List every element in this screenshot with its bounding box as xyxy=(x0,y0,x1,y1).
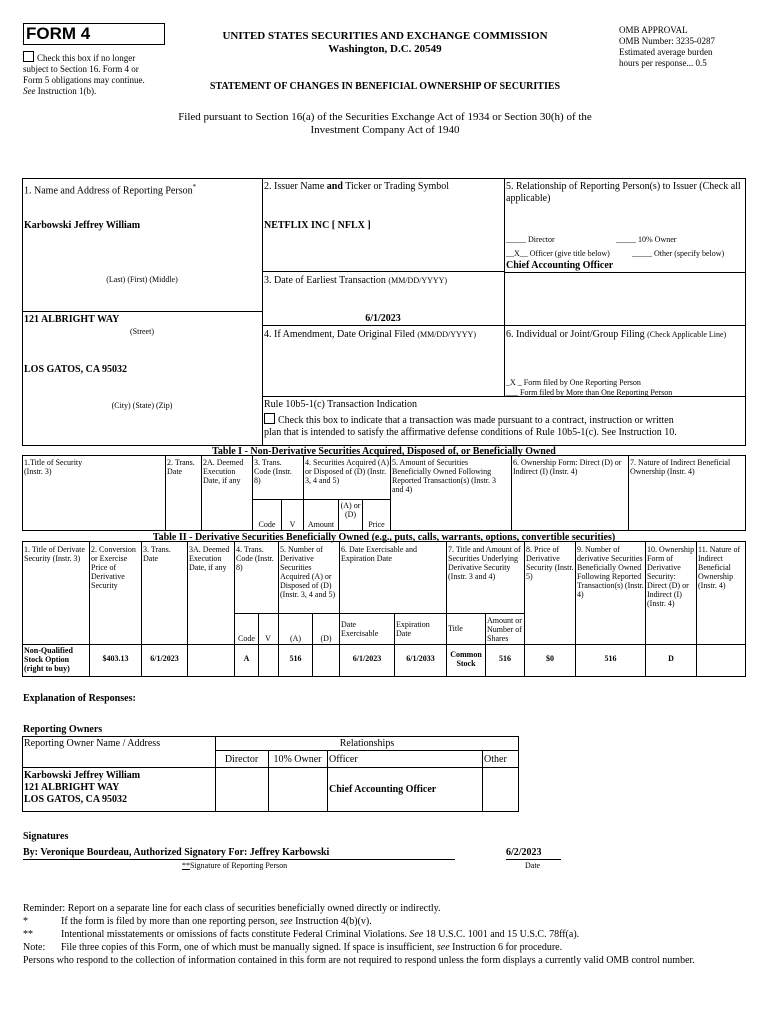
section1-label: 1. Name and Address of Reporting Person* xyxy=(24,183,197,197)
sig-line xyxy=(23,859,455,860)
footer-dstar-text: Intentional misstatements or omissions of facts constitute Federal Criminal Violations. See 18 U.S.C. 1001 and 15 U.S.C. 78ff(a). xyxy=(61,929,580,940)
director-option: _____ Director xyxy=(506,235,555,244)
ten-pct-option: _____ 10% Owner xyxy=(616,235,677,244)
row-ownership: D xyxy=(668,654,674,663)
table2-title: Table II - Derivative Securities Beneficially Owned (e.g., puts, calls, warrants, options, convertible securities) xyxy=(152,532,616,543)
one-person-option: _X _ Form filed by One Reporting Person xyxy=(506,378,641,387)
table1-title: Table I - Non-Derivative Securities Acquired, Disposed of, or Beneficially Owned xyxy=(212,446,556,457)
footer-note-text: File three copies of this Form, one of which must be manually signed. If space is insufficient, see Instruction 6 for procedure. xyxy=(61,942,563,953)
t1-v2 xyxy=(201,455,202,531)
multi-person-option: ___ Form filed by More than One Reporting Person xyxy=(506,388,673,397)
owners-col-ten: 10% Owner xyxy=(273,754,322,765)
owners-heading: Reporting Owners xyxy=(23,724,103,735)
row-exercisable: 6/1/2023 xyxy=(352,654,382,663)
issuer-name: NETFLIX INC [ NFLX ] xyxy=(264,220,371,231)
row-owned: 516 xyxy=(604,654,617,663)
t1-v6 xyxy=(511,455,512,531)
t2-col5: 5. Number of Derivative Securities Acquired (A) or Disposed of (D) (Instr. 3, 4 and 5) xyxy=(280,545,336,599)
row-date: 6/1/2023 xyxy=(150,654,179,663)
section4-label: 4. If Amendment, Date Original Filed (MM/DD/YYYY) xyxy=(264,329,476,340)
t1-h1 xyxy=(252,499,390,500)
t1-sub-price: Price xyxy=(368,520,385,529)
t1-v5 xyxy=(390,455,391,531)
officer-title: Chief Accounting Officer xyxy=(506,260,614,271)
omb-approval: OMB APPROVAL OMB Number: 3235-0287 Estimated average burden hours per response... 0.5 xyxy=(619,25,715,68)
footer-star-mark: * xyxy=(23,916,28,927)
officer-option: __X__ Officer (give title below) xyxy=(506,249,610,258)
form-title: FORM 4 xyxy=(26,24,91,43)
t1-col3: 3. Trans. Code (Instr. 8) xyxy=(254,458,292,485)
t1-col1: 1.Title of Security (Instr. 3) xyxy=(24,458,83,476)
t1-v7 xyxy=(628,455,629,531)
t2-col7: 7. Title and Amount of Securities Underlying Derivative Security (Instr. 3 and 4) xyxy=(448,545,521,581)
t2-sv1 xyxy=(258,613,259,677)
t1-sub-ad: (A) or (D) xyxy=(340,501,361,519)
owners-col-director: Director xyxy=(224,754,259,765)
t2-col1: 1. Title of Derivate Security (Instr. 3) xyxy=(24,545,85,563)
t2-sub-d: (D) xyxy=(320,634,332,643)
t2-h-sub xyxy=(234,613,524,614)
t2-col3: 3. Trans. Date xyxy=(143,545,171,563)
owner-address: Karbowski Jeffrey William 121 ALBRIGHT WAY LOS GATOS, CA 95032 xyxy=(24,770,141,805)
section2-label: 2. Issuer Name and Ticker or Trading Symbol xyxy=(264,181,450,192)
t2-h-row xyxy=(22,644,746,645)
footer-reminder: Reminder: Report on a separate line for each class of securities beneficially owned directly or indirectly. xyxy=(23,903,441,914)
grid-divider-1 xyxy=(262,178,263,446)
t2-col11: 11. Nature of Indirect Beneficial Ownership (Instr. 4) xyxy=(698,545,741,590)
street-caption: (Street) xyxy=(130,327,154,336)
section6-label: 6. Individual or Joint/Group Filing (Check Applicable Line) xyxy=(506,329,727,340)
t1-v1 xyxy=(165,455,166,531)
t2-sub-title: Title xyxy=(448,624,463,633)
row-a: 516 xyxy=(289,654,302,663)
t2-sub-a: (A) xyxy=(289,634,302,643)
explanation-heading: Explanation of Responses: xyxy=(23,693,136,704)
t1-col7: 7. Nature of Indirect Beneficial Ownership (Instr. 4) xyxy=(630,458,731,476)
sec1-line-1 xyxy=(22,311,262,312)
t1-col6: 6. Ownership Form: Direct (D) or Indirect (I) (Instr. 4) xyxy=(513,458,622,476)
row-amount: 516 xyxy=(499,654,511,663)
footer-persons: Persons who respond to the collection of information contained in this form are not required to respond unless the form displays a currently valid OMB control number. xyxy=(23,955,695,966)
t2-col3a: 3A. Deemed Execution Date, if any xyxy=(189,545,230,572)
ow-h1 xyxy=(215,750,519,751)
row-title: Common Stock xyxy=(450,650,482,668)
sig-date-line xyxy=(506,859,561,860)
rule-checkbox[interactable] xyxy=(264,413,275,424)
t2-sub-amount: Amount or Number of Shares xyxy=(487,616,522,643)
filed-pursuant: Filed pursuant to Section 16(a) of the Securities Exchange Act of 1934 or Section 30(h) of the Investment Company Act of 1940 xyxy=(178,111,592,136)
row-code: A xyxy=(243,654,250,663)
date-caption: Date xyxy=(525,861,541,870)
ow-v4 xyxy=(482,750,483,812)
grid-line-rule xyxy=(262,396,746,397)
t2-sub-code: Code xyxy=(238,634,255,643)
rule-title: Rule 10b5-1(c) Transaction Indication xyxy=(264,399,418,410)
grid-line-sec3 xyxy=(262,271,504,272)
t1-col2a: 2A. Deemed Execution Date, if any xyxy=(203,458,244,485)
agency-location: Washington, D.C. 20549 xyxy=(328,43,442,55)
signatures-heading: Signatures xyxy=(23,831,69,842)
owners-col-officer: Officer xyxy=(329,754,358,765)
owner-officer-title: Chief Accounting Officer xyxy=(329,784,437,795)
t2-col9: 9. Number of derivative Securities Beneficially Owned Following Reported Transaction(s) (Instr. 4) xyxy=(577,545,644,599)
signature-by: By: Veronique Bourdeau, Authorized Signatory For: Jeffrey Karbowski xyxy=(23,847,330,858)
t2-col4: 4. Trans. Code (Instr. 8) xyxy=(236,545,274,572)
t2-v7 xyxy=(446,541,447,677)
earliest-transaction-date: 6/1/2023 xyxy=(365,313,401,324)
t2-sv4 xyxy=(485,613,486,677)
sec5-officer-line xyxy=(504,272,746,273)
row-price: $403.13 xyxy=(102,654,129,663)
t2-v3 xyxy=(187,541,188,677)
footer-star-text: If the form is filed by more than one reporting person, see Instruction 4(b)(v). xyxy=(61,916,372,927)
grid-line-sec4 xyxy=(262,325,746,326)
section16-checkbox-text: Check this box if no longer subject to Section 16. Form 4 or Form 5 obligations may continue. See Instruction 1(b). xyxy=(23,53,145,96)
footer-note-mark: Note: xyxy=(23,942,46,953)
city-caption: (City) (State) (Zip) xyxy=(111,401,173,410)
section16-checkbox[interactable] xyxy=(23,51,34,62)
signature-caption: **Signature of Reporting Person xyxy=(182,861,288,870)
t2-sub-date-ex: Date Exercisable xyxy=(341,620,379,638)
ow-v3 xyxy=(327,750,328,812)
t2-col6: 6. Date Exercisable and Expiration Date xyxy=(341,545,417,563)
t2-col2: 2. Conversion or Exercise Price of Derivative Security xyxy=(91,545,136,590)
t1-sub-v: V xyxy=(289,520,296,529)
t1-col2: 2. Trans. Date xyxy=(167,458,195,476)
ow-h2 xyxy=(22,767,519,768)
signature-date: 6/2/2023 xyxy=(506,847,542,858)
owners-col-name: Reporting Owner Name / Address xyxy=(24,738,161,749)
owners-col-relationships: Relationships xyxy=(339,738,395,749)
footer-dstar-mark: ** xyxy=(23,929,33,940)
agency-name: UNITED STATES SECURITIES AND EXCHANGE COMMISSION xyxy=(222,30,548,42)
t2-col10: 10. Ownership Form of Derivative Security: Direct (D) or Indirect (I) (Instr. 4) xyxy=(647,545,695,608)
row-expiration: 6/1/2033 xyxy=(406,654,435,663)
t1-col4: 4. Securities Acquired (A) or Disposed of (D) (Instr. 3, 4 and 5) xyxy=(305,458,389,485)
grid-divider-2 xyxy=(504,178,505,396)
t2-sub-exp: Expiration Date xyxy=(396,620,430,638)
other-option: _____ Other (specify below) xyxy=(632,249,725,258)
rule-text: Check this box to indicate that a transaction was made pursuant to a contract, instruction or written plan that is intended to satisfy the affirmative defense conditions of Rule 10b5-1(c). See Instruction 10. xyxy=(264,415,677,438)
reporting-person-city: LOS GATOS, CA 95032 xyxy=(24,364,127,375)
row-deriv-price: $0 xyxy=(546,654,554,663)
section3-label: 3. Date of Earliest Transaction (MM/DD/YYYY) xyxy=(264,275,448,286)
t2-col8: 8. Price of Derivative Security (Instr. 5) xyxy=(526,545,574,581)
t2-sv3 xyxy=(394,613,395,677)
t1-sub-code: Code xyxy=(258,520,276,529)
owners-col-other: Other xyxy=(484,754,507,765)
reporting-person-name: Karbowski Jeffrey William xyxy=(24,220,141,231)
row-security: Non-Qualified Stock Option (right to buy) xyxy=(24,646,73,673)
reporting-person-street: 121 ALBRIGHT WAY xyxy=(24,314,120,325)
t1-col5: 5. Amount of Securities Beneficially Owned Following Reported Transaction(s) (Instr. 3 and 4) xyxy=(392,458,496,494)
statement-title: STATEMENT OF CHANGES IN BENEFICIAL OWNERSHIP OF SECURITIES xyxy=(209,81,561,92)
t2-sub-v: V xyxy=(265,634,271,643)
t2-sv2 xyxy=(312,613,313,677)
name-caption: (Last) (First) (Middle) xyxy=(106,275,178,284)
section5-label: 5. Relationship of Reporting Person(s) to Issuer (Check all applicable) xyxy=(506,181,741,204)
t1-sub-amount: Amount xyxy=(307,520,335,529)
t2-v11 xyxy=(696,541,697,677)
